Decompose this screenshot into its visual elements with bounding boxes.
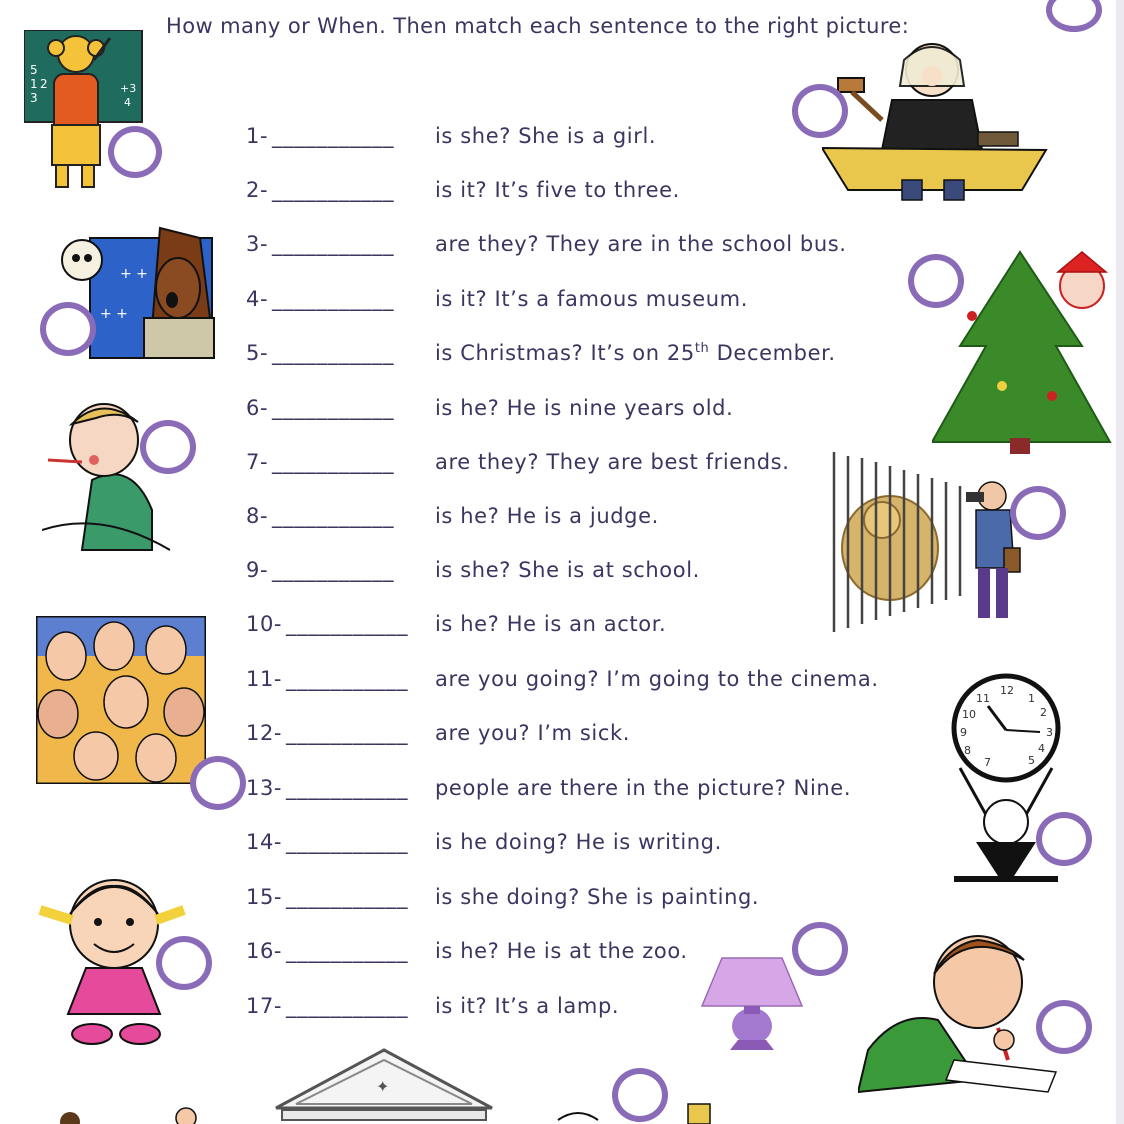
svg-text:✦: ✦ bbox=[376, 1077, 390, 1096]
partial-figure-picture bbox=[30, 1104, 230, 1124]
answer-blank[interactable]: ___________ bbox=[272, 287, 395, 311]
sentence-12 bbox=[246, 721, 631, 745]
answer-blank[interactable]: ___________ bbox=[272, 178, 395, 202]
museum-picture bbox=[272, 1046, 496, 1124]
clock-number: 8 bbox=[964, 744, 971, 757]
answer-circle[interactable] bbox=[1046, 0, 1102, 32]
clock-number: 1 bbox=[1028, 692, 1035, 705]
chalk-number: +3 bbox=[120, 82, 137, 95]
clock-number: 5 bbox=[1028, 754, 1035, 767]
sentence-16 bbox=[246, 939, 688, 963]
sentence-text: is he doing? He is writing. bbox=[435, 830, 722, 854]
sentence-9 bbox=[246, 558, 700, 582]
sentence-text: is he? He is at the zoo. bbox=[435, 939, 688, 963]
sentence-number: 10- bbox=[246, 612, 283, 636]
answer-circle[interactable] bbox=[612, 1068, 668, 1122]
sentence-number: 16- bbox=[246, 939, 283, 963]
answer-circle[interactable] bbox=[792, 922, 848, 976]
answer-blank[interactable]: ___________ bbox=[286, 994, 409, 1018]
sentence-7 bbox=[246, 450, 790, 474]
answer-circle[interactable] bbox=[140, 420, 196, 474]
answer-circle[interactable] bbox=[1010, 486, 1066, 540]
sentence-number: 7- bbox=[246, 450, 269, 474]
clock-number: 7 bbox=[984, 756, 991, 769]
chalk-number: 1 bbox=[30, 77, 38, 91]
answer-blank[interactable]: ___________ bbox=[286, 612, 409, 636]
answer-blank[interactable]: ___________ bbox=[272, 396, 395, 420]
answer-circle[interactable] bbox=[792, 84, 848, 138]
sentence-text: is he? He is nine years old. bbox=[435, 396, 734, 420]
svg-text:+ +: + + bbox=[120, 266, 148, 282]
sentence-number: 12- bbox=[246, 721, 283, 745]
answer-circle[interactable] bbox=[908, 254, 964, 308]
answer-blank[interactable]: ___________ bbox=[272, 558, 395, 582]
sentence-number: 14- bbox=[246, 830, 283, 854]
answer-blank[interactable]: ___________ bbox=[272, 504, 395, 528]
sentence-number: 1- bbox=[246, 124, 269, 148]
sentence-number: 4- bbox=[246, 287, 269, 311]
lamp-picture bbox=[700, 954, 804, 1060]
chalk-number: 3 bbox=[30, 91, 38, 105]
crowd-picture bbox=[36, 616, 206, 784]
sentence-text: people are there in the picture? Nine. bbox=[435, 776, 852, 800]
sentence-text: is it? It’s a famous museum. bbox=[435, 287, 748, 311]
chalk-number: 5 bbox=[30, 63, 38, 77]
clock-number: 9 bbox=[960, 726, 967, 739]
sentence-text-end: December. bbox=[709, 341, 836, 365]
sentence-14 bbox=[246, 830, 722, 854]
sentence-number: 5- bbox=[246, 341, 269, 365]
writing-boy-picture bbox=[858, 930, 1064, 1094]
sentence-13 bbox=[246, 776, 852, 800]
sentence-number: 6- bbox=[246, 396, 269, 420]
sentence-text: are they? They are in the school bus. bbox=[435, 232, 847, 256]
sentence-text: is he? He is a judge. bbox=[435, 504, 659, 528]
chalk-number: 2 bbox=[40, 77, 48, 91]
answer-blank[interactable]: ___________ bbox=[272, 124, 395, 148]
answer-blank[interactable]: ___________ bbox=[286, 721, 409, 745]
sentence-number: 3- bbox=[246, 232, 269, 256]
sentence-text: is it? It’s five to three. bbox=[435, 178, 680, 202]
sentence-15 bbox=[246, 885, 760, 909]
chalk-number: 4 bbox=[124, 96, 131, 109]
clock-number: 3 bbox=[1046, 726, 1053, 739]
sentence-1 bbox=[246, 124, 657, 148]
clock-number: 10 bbox=[962, 708, 976, 721]
sentence-text: is he? He is an actor. bbox=[435, 612, 667, 636]
sentence-number: 9- bbox=[246, 558, 269, 582]
clock-number: 4 bbox=[1038, 742, 1045, 755]
answer-blank[interactable]: ___________ bbox=[286, 939, 409, 963]
sentence-6 bbox=[246, 396, 734, 420]
judge-picture bbox=[822, 40, 1048, 208]
sentence-text: is it? It’s a lamp. bbox=[435, 994, 620, 1018]
sentence-text: is she? She is at school. bbox=[435, 558, 700, 582]
sentence-8 bbox=[246, 504, 659, 528]
sentence-text: are you going? I’m going to the cinema. bbox=[435, 667, 879, 691]
sentence-2 bbox=[246, 178, 680, 202]
answer-circle[interactable] bbox=[156, 936, 212, 990]
sentence-text: is she? She is a girl. bbox=[435, 124, 657, 148]
answer-blank[interactable]: ___________ bbox=[286, 830, 409, 854]
answer-blank[interactable]: ___________ bbox=[286, 885, 409, 909]
sentence-text bbox=[435, 341, 836, 365]
svg-text:+ +: + + bbox=[100, 306, 128, 322]
answer-circle[interactable] bbox=[190, 756, 246, 810]
answer-blank[interactable]: ___________ bbox=[286, 667, 409, 691]
clock-number: 11 bbox=[976, 692, 990, 705]
answer-blank[interactable]: ___________ bbox=[272, 450, 395, 474]
instructions: How many or When. Then match each sentence to the right picture: bbox=[166, 14, 910, 38]
answer-circle[interactable] bbox=[40, 302, 96, 356]
answer-circle[interactable] bbox=[108, 126, 162, 178]
clock-number: 2 bbox=[1040, 706, 1047, 719]
ordinal-suffix: th bbox=[694, 341, 710, 356]
page-edge bbox=[1116, 0, 1124, 1124]
sentence-number: 2- bbox=[246, 178, 269, 202]
sentence-text: is she doing? She is painting. bbox=[435, 885, 760, 909]
sentence-4 bbox=[246, 287, 748, 311]
sentence-number: 11- bbox=[246, 667, 283, 691]
zoo-picture bbox=[830, 448, 1026, 634]
answer-blank[interactable]: ___________ bbox=[286, 776, 409, 800]
sentence-10 bbox=[246, 612, 667, 636]
sentence-number: 13- bbox=[246, 776, 283, 800]
sentence-11 bbox=[246, 667, 879, 691]
sentence-17 bbox=[246, 994, 620, 1018]
sentence-text: are you? I’m sick. bbox=[435, 721, 631, 745]
sentence-3 bbox=[246, 232, 847, 256]
clock-number: 12 bbox=[1000, 684, 1014, 697]
answer-blank[interactable]: ___________ bbox=[272, 232, 395, 256]
answer-circle[interactable] bbox=[1036, 812, 1092, 866]
answer-blank[interactable]: ___________ bbox=[272, 341, 395, 365]
sentence-text: are they? They are best friends. bbox=[435, 450, 790, 474]
answer-circle[interactable] bbox=[1036, 1000, 1092, 1054]
sentence-5 bbox=[246, 341, 836, 365]
sentence-text-main: is Christmas? It’s on 25 bbox=[435, 341, 695, 365]
sentence-number: 8- bbox=[246, 504, 269, 528]
sentence-number: 15- bbox=[246, 885, 283, 909]
sentence-number: 17- bbox=[246, 994, 283, 1018]
